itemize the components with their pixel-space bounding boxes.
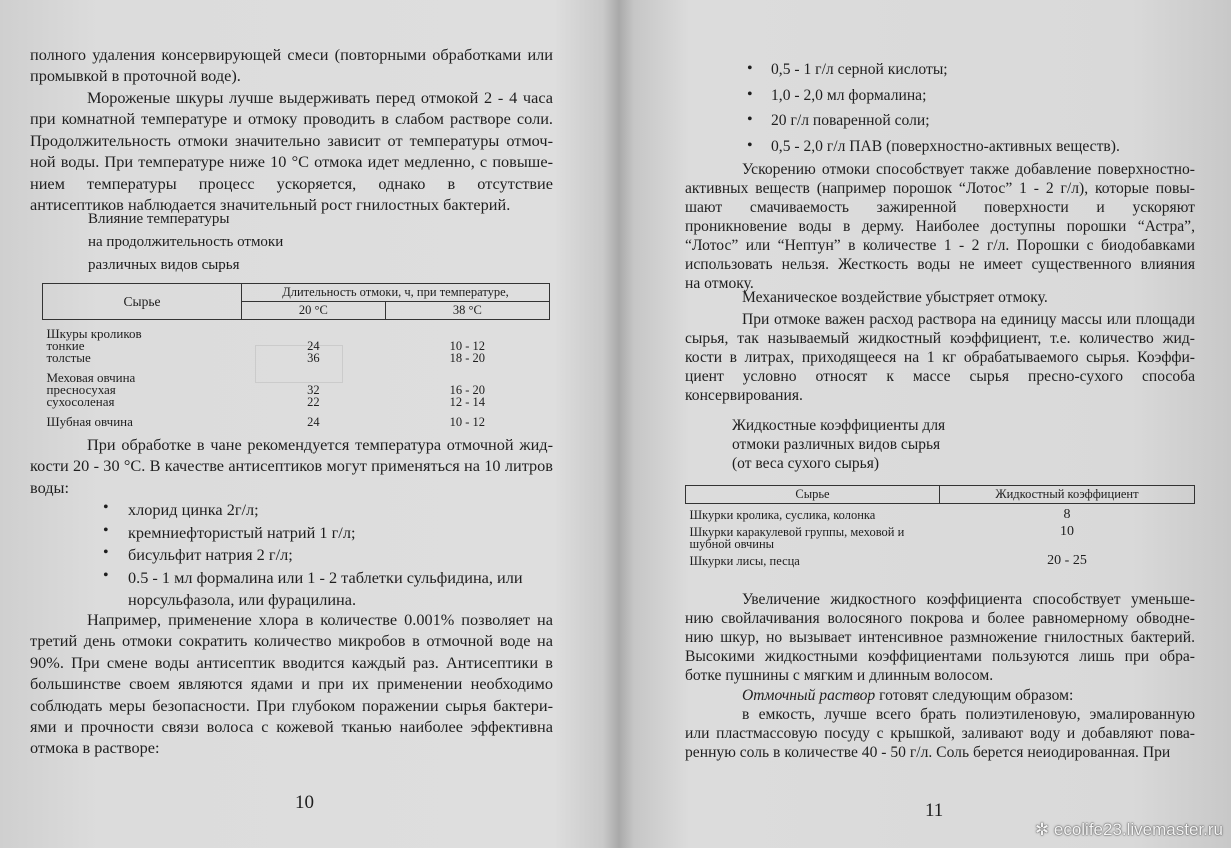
bullet-item: бисульфит натрия 2 г/л; <box>128 545 293 564</box>
text-line: нию шкур, но вызывает интенсивное размножение гнилостных бактерий. <box>685 629 1195 646</box>
table-row <box>43 352 550 364</box>
bullet-icon: • <box>747 60 753 77</box>
bullet-icon: • <box>103 566 109 584</box>
table-row <box>686 550 1195 567</box>
bullet-item: 0,5 - 1 г/л серной кислоты; <box>771 61 948 78</box>
paragraph <box>685 288 1195 307</box>
paragraph-text: готовят следующим образом: <box>875 687 1074 704</box>
bullet-item: 0,5 - 2,0 г/л ПАВ (поверхностно-активных веществ). <box>771 137 1120 155</box>
table-cell: 20 - 25 <box>1047 553 1087 568</box>
text-line: большинстве своем являются ядами и при их применении необходимо <box>30 674 553 694</box>
caption-line: различных видов сырья <box>88 257 240 273</box>
bullet-icon: • <box>747 85 753 103</box>
table-cell: 18 - 20 <box>449 351 486 365</box>
bullet-item: 1,0 - 2,0 мл формалина; <box>771 86 927 104</box>
text-line: на отмоку. <box>685 275 754 292</box>
text-line: при комнатной температуре и отмоку проводить в слабом растворе соли. <box>30 109 553 129</box>
column-header: Длительность отмоки, ч, при температуре, <box>242 284 550 302</box>
table-cell: Шубная овчина <box>46 414 133 429</box>
caption-line: (от веса сухого сырья) <box>732 455 880 472</box>
table-row <box>43 320 550 341</box>
table-cell: Шкурки каракулевой группы, меховой и шубной овчины <box>689 525 905 551</box>
table-cell: толстые <box>46 350 91 365</box>
table-cell: 22 <box>307 395 320 409</box>
table-cell: сухосоленая <box>46 394 115 409</box>
table-cell <box>242 320 386 341</box>
text-line: в емкость, лучше всего брать полиэтиленовую, эмалированную <box>742 706 1195 723</box>
paragraph <box>685 160 1195 293</box>
table-cell: Шкурки кролика, суслика, колонка <box>689 508 876 522</box>
table-cell: 10 - 12 <box>449 415 486 429</box>
bullet-icon: • <box>747 111 753 128</box>
text-line: Мороженые шкуры лучше выдерживать перед отмокой 2 - 4 часа <box>87 88 553 107</box>
text-line: соблюдать меры безопасности. При глубоком поражении сырья бактери- <box>30 695 553 715</box>
italic-term: Отмочный раствор <box>742 687 876 704</box>
text-line: полного удаления консервирующей смеси (повторными обработками или <box>30 45 553 64</box>
page-number: 11 <box>925 800 944 821</box>
table-cell: пресносухая <box>46 382 116 397</box>
text-line: консервирования. <box>685 387 803 404</box>
table-cell: 24 <box>307 339 320 353</box>
bullet-item: норсульфазола, или фурацилина. <box>128 590 357 609</box>
text-line: или пластмассовую посуду с крышкой, заливают воду и добавляют пова- <box>685 725 1195 742</box>
text-line: активных веществ (например порошок “Лотос” 1 - 2 г/л), которые повы- <box>685 180 1195 197</box>
column-header: Сырье <box>43 284 242 320</box>
text-line: третий день отмоки сократить количество микробов в отмочной воде на <box>30 631 553 651</box>
text-line: антисептиков наблюдается значительный рост гнилостных бактерий. <box>30 195 511 215</box>
text-line: ями и прочности связи волоса с кожевой тканью наиболее эффективна <box>30 717 553 737</box>
paragraph <box>685 310 1195 405</box>
text-line: нием температуры процесс ускоряется, однако в отсутствие <box>30 173 553 193</box>
table-caption <box>88 208 283 277</box>
paragraph <box>685 686 1195 705</box>
text-line: Увеличение жидкостного коэффициента способствует уменьше- <box>742 591 1195 608</box>
bullet-item: кремниефтористый натрий 1 г/л; <box>128 522 356 542</box>
text-line: “Лотос” или “Нептун” в количестве 1 - 2 г/л. Порошки с биодобавками <box>685 237 1195 254</box>
text-line: кости в литрах, приходящееся на 1 кг обрабатываемого сырья. Коэффи- <box>685 349 1195 366</box>
bullet-item: хлорид цинка 2г/л; <box>128 500 259 519</box>
page-number: 10 <box>295 792 314 813</box>
caption-line: на продолжительность отмоки <box>88 234 284 250</box>
column-header: Сырье <box>686 486 940 504</box>
watermark <box>1035 820 1223 840</box>
text-line: проникновение воды в дерму. Наиболее доступны порошки “Астра”, <box>685 218 1195 235</box>
page-left <box>30 0 553 848</box>
text-line: циент условно относят к массе сырья пресно-сухого способа <box>685 368 1195 385</box>
table-cell: 12 - 14 <box>449 395 486 409</box>
table-cell: 10 - 12 <box>449 339 486 353</box>
bullet-icon: • <box>103 544 109 561</box>
text-line: отмока в растворе: <box>30 738 160 758</box>
table-cell: Шкуры кроликов <box>46 326 142 341</box>
text-line: Продолжительность отмоки значительно зависит от температуры отмоч- <box>30 130 553 150</box>
text-line: Высокими жидкостными коэффициентами пользуются лишь при обра- <box>685 648 1195 665</box>
text-line: сырья, так называемый жидкостный коэффициент, т.е. количество жид- <box>685 330 1195 347</box>
text-line: использовать нельзя. Жесткость воды не имеет существенного влияния <box>685 256 1195 273</box>
watermark-icon: ✲ <box>1034 820 1054 839</box>
bullet-item: 0.5 - 1 мл формалина или 1 - 2 таблетки сульфидина, или <box>128 567 523 587</box>
table-cell <box>242 364 386 384</box>
caption-line: Влияние температуры <box>88 211 230 227</box>
text-line: воды: <box>30 477 69 497</box>
table-cell: 16 - 20 <box>449 383 486 397</box>
watermark-text: ecolife23.livemaster.ru <box>1053 820 1223 839</box>
text-line: шают смачиваемость зажиренной поверхности и ускоряют <box>685 199 1195 216</box>
caption-line: отмоки различных видов сырья <box>732 436 941 453</box>
table-cell: 8 <box>1063 507 1071 522</box>
text-line: При обработке в чане рекомендуется температура отмочной жид- <box>87 435 553 454</box>
paragraph <box>30 87 553 215</box>
table-cell: Меховая овчина <box>46 370 136 385</box>
paragraph <box>685 590 1195 685</box>
text-line: ренную соль в количестве 40 - 50 г/л. Соль берется неиодированная. При <box>685 744 1171 761</box>
table-cell <box>385 320 549 341</box>
text-line: ботке пушнины с мягким и длинным волосом. <box>685 667 994 684</box>
table-cell: Шкурки лисы, песца <box>689 554 800 568</box>
text-line: промывкой в проточной воде). <box>30 66 241 86</box>
table-cell: 36 <box>307 351 320 365</box>
table-cell: 24 <box>307 415 320 429</box>
table-cell: тонкие <box>46 338 85 353</box>
column-header: 20 °С <box>242 302 386 320</box>
table-row <box>43 408 550 428</box>
table-cell: 10 <box>1060 524 1074 539</box>
bullet-item: 20 г/л поваренной соли; <box>771 112 930 129</box>
table-row <box>686 504 1195 522</box>
table-cell: 32 <box>307 383 320 397</box>
column-header: Жидкостный коэффициент <box>940 486 1195 504</box>
bullet-icon: • <box>747 136 753 154</box>
bullet-icon: • <box>103 499 109 516</box>
table-row <box>43 364 550 384</box>
table-caption <box>732 416 945 473</box>
bullet-icon: • <box>103 521 109 539</box>
text-line: Ускорению отмоки способствует также добавление поверхностно- <box>742 161 1195 178</box>
liquid-coefficient-table <box>685 485 1195 567</box>
paragraph <box>30 44 553 87</box>
table-row <box>43 396 550 408</box>
column-header: 38 °С <box>385 302 549 320</box>
text-line: Например, применение хлора в количестве 0.001% позволяет на <box>87 610 553 629</box>
text-line: Механическое воздействие убыстряет отмоку. <box>742 289 1048 306</box>
paragraph <box>685 705 1195 762</box>
paragraph <box>30 609 553 759</box>
table-cell <box>385 364 549 384</box>
text-line: При отмоке важен расход раствора на единицу массы или площади <box>742 311 1195 328</box>
text-line: нию свойлачивания волосяного покрова и более равномерному обводне- <box>685 610 1195 627</box>
text-line: ной воды. При температуре ниже 10 °С отмока идет медленно, с повыше- <box>30 152 553 172</box>
text-line: кости 20 - 30 °С. В качестве антисептиков могут применяться на 10 литров <box>30 456 553 476</box>
page-right <box>685 0 1195 848</box>
caption-line: Жидкостные коэффициенты для <box>732 417 946 434</box>
paragraph <box>30 434 553 498</box>
text-line: 90%. При смене воды антисептик вводится каждый раз. Антисептики в <box>30 652 553 672</box>
temperature-table <box>42 283 550 428</box>
table-row <box>686 521 1195 550</box>
